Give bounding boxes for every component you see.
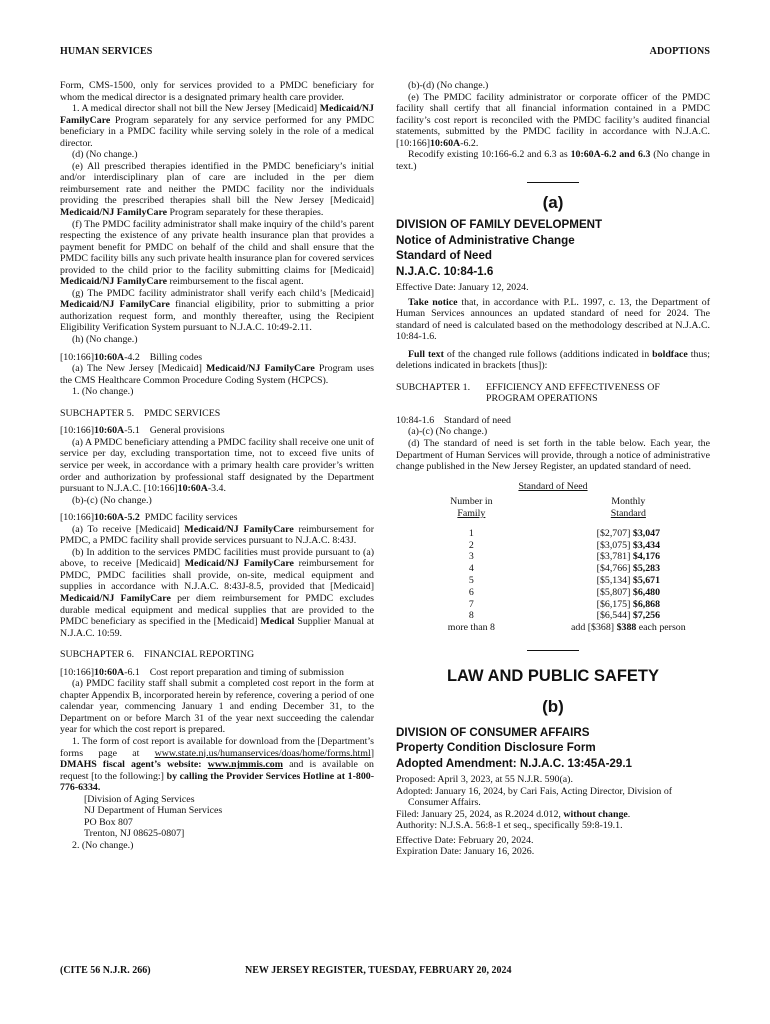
paragraph: (g) The PMDC facility administrator shall verify each child’s [Medicaid] Medicaid/NJ FamilyCare financial eligibility, prior to submitting a prior authorization request form, and monthly thereafter, using the Recipient Eligibility Verification System pursuant to N.J.A.C. 10:49-2.11. (60, 287, 374, 334)
paragraph: (d) (No change.) (72, 149, 138, 161)
rule-subject: Property Condition Disclosure Form (396, 741, 596, 755)
paragraph: (f) The PMDC facility administrator shall make inquiry of the child’s parent respecting the existence of any private health insurance plan that provides a payment benefit for PMDC on behalf of the child and shall ensure that the PMDC facility bills any such private health insurance plan for covered services provided to the child prior to the facility submitting claims for [Medicaid] Medicaid/NJ FamilyCare reimbursement to the fiscal agent. (60, 218, 374, 288)
paragraph: (d) The standard of need is set forth in the table below. Each year, the Department of Human Services will provide, through a notice of administrative change published in the New Jersey Register, an updated standard of need. (396, 438, 710, 473)
paragraph: (h) (No change.) (72, 334, 138, 346)
notice-citation: N.J.A.C. 10:84-1.6 (396, 264, 494, 278)
paragraph: 2. (No change.) (72, 839, 134, 851)
address-line: Trenton, NJ 08625-0807] (84, 828, 185, 840)
address-line: PO Box 807 (84, 816, 133, 828)
section-heading: [10:166]10:60A-6.1 Cost report preparation and timing of submission (60, 666, 344, 678)
forms-page-link[interactable]: www.state.nj.us/humanservices/doas/home/forms.html (154, 747, 371, 759)
expiration-date: Expiration Date: January 16, 2026. (396, 846, 535, 858)
njmmis-link[interactable]: www.njmmis.com (207, 759, 283, 771)
effective-date: Effective Date: February 20, 2024. (396, 834, 534, 846)
table-row: 7 [$6,175] $6,868 (468, 598, 661, 610)
subchapter-heading: SUBCHAPTER 6. FINANCIAL REPORTING (60, 649, 255, 661)
section-heading: [10:166]10:60A-5.2 PMDC facility services (60, 512, 238, 524)
paragraph: Form, CMS-1500, only for services provided to a PMDC beneficiary for whom the medical director is a designated primary health care provider. (60, 80, 374, 103)
paragraph: (b) In addition to the services PMDC facilities must provide pursuant to (a) above, to receive [Medicaid] Medicaid/NJ FamilyCare reimbursement for PMDC, PMDC facilities shall provide, on-site, medical equipment and supplies in accordance with N.J.A.C. 8:43J-8.5, provided that [Medicaid] Medicaid/NJ FamilyCare per diem reimbursement for PMDC excludes durable medical equipment and medical supplies that are provided to the PMDC beneficiary as specified in the [Medicaid] Medical Supplier Manual at N.J.A.C. 10:59. (60, 546, 374, 639)
paragraph: (e) All prescribed therapies identified in the PMDC beneficiary’s initial and/or interdisciplinary plan of care are included in the per diem reimbursement rate and neither the PMDC facility nor the individuals providing the prescribed therapies shall bill the New Jersey [Medicaid] Medicaid/NJ FamilyCare Program separately for these therapies. (60, 160, 374, 219)
agency-title: DIVISION OF FAMILY DEVELOPMENT (396, 218, 603, 232)
table-row: 5 [$5,134] $5,671 (468, 574, 661, 586)
rule-citation: Adopted Amendment: N.J.A.C. 13:45A-29.1 (396, 756, 632, 770)
table-row: 3 [$3,781] $4,176 (468, 551, 661, 563)
left-column (60, 80, 374, 851)
section-heading: [10:166]10:60A-5.1 General provisions (60, 425, 225, 437)
notice-type: Notice of Administrative Change (396, 233, 575, 247)
paragraph: (a) PMDC facility staff shall submit a completed cost report in the form at chapter Appendix B, incorporated herein by reference, covering a period of one calendar year, commencing January 1 and ending December 31, to the Department on or before March 31 of the year next succeeding the calendar year for which the cost report is prepared. (60, 678, 374, 736)
paragraph: (b)-(c) (No change.) (72, 494, 152, 506)
paragraph: (b)-(d) (No change.) (408, 80, 489, 91)
publication-line: NEW JERSEY REGISTER, TUESDAY, FEBRUARY 20, 2024 (245, 965, 512, 976)
paragraph: (a) The New Jersey [Medicaid] Medicaid/NJ FamilyCare Program uses the CMS Healthcare Common Procedure Coding System (HCPCS). (60, 363, 374, 386)
paragraph: Recodify existing 10:166-6.2 and 6.3 as 10:60A-6.2 and 6.3 (No change in text.) (396, 149, 710, 172)
section-heading: [10:166]10:60A-4.2 Billing codes (60, 351, 203, 363)
standard-of-need-table (396, 496, 710, 634)
section-divider (527, 182, 579, 183)
department-title: LAW AND PUBLIC SAFETY (446, 666, 660, 685)
paragraph: (e) The PMDC facility administrator or corporate officer of the PMDC facility shall certify that all financial information contained in a PMDC facility’s cost report is reconciled with the PMDC facility’s audited financial statements, submitted by the PMDC facility in accordance with N.J.A.C. [10:166]10:60A-6.2. (396, 91, 710, 149)
paragraph: (a) To receive [Medicaid] Medicaid/NJ FamilyCare reimbursement for PMDC, a PMDC facility shall provide services pursuant to N.J.A.C. 8:43J. (60, 523, 375, 547)
paragraph: Full text of the changed rule follows (additions indicated in boldface thus; deletions indicated in brackets [thus]): (396, 348, 710, 372)
page-cite: (CITE 56 N.J.R. 266) (60, 965, 151, 976)
mailing-address (60, 794, 374, 840)
adopted-line: Adopted: January 16, 2024, by Cari Fais, Acting Director, Division of Consumer Affairs. (396, 785, 673, 809)
notice-letter: (a) (542, 193, 564, 213)
table-row: more than 8 add [$368] $388 each person (447, 622, 686, 634)
paragraph: 1. (No change.) (72, 386, 134, 398)
table-row: 8 [$6,544] $7,256 (468, 610, 661, 622)
column-header: Number in Family (450, 496, 493, 519)
section-divider (527, 650, 579, 651)
proposed-line: Proposed: April 3, 2023, at 55 N.J.R. 590(a). (396, 774, 573, 786)
agency-title: DIVISION OF CONSUMER AFFAIRS (396, 725, 590, 739)
section-heading: 10:84-1.6 Standard of need (396, 414, 511, 426)
column-header: Monthly Standard (610, 496, 646, 519)
effective-date: Effective Date: January 12, 2024. (396, 282, 529, 293)
table-row: 2 [$3,075] $3,434 (468, 539, 661, 551)
table-header-row (396, 496, 710, 520)
address-line: NJ Department of Human Services (84, 805, 223, 817)
paragraph: 1. A medical director shall not bill the New Jersey [Medicaid] Medicaid/NJ FamilyCare Program separately for any service performed for any PMDC beneficiary in a PMDC facility while serving solely in the role of a medical director. (60, 103, 374, 149)
table-row: 6 [$5,807] $6,480 (468, 586, 661, 598)
paragraph: (a) A PMDC beneficiary attending a PMDC facility shall receive one unit of service per day, excluding transportation time, not to exceed five units of service per week, in accordance with a primary health care provider’s written order and authorization by professional staff designated by the Department pursuant to N.J.A.C. [10:166]10:60A-3.4. (60, 436, 374, 495)
paragraph: 1. The form of cost report is available for download from the [Department’s forms page at www.state.nj.us/humanservices/doas/home/forms.html] DMAHS fiscal agent’s website: www.njmmis.com and is available on request [to the following:] by calling the Provider Services Hotline at 1-800-776-6334. (60, 735, 374, 794)
running-header-section: HUMAN SERVICES (60, 46, 153, 57)
table-title: Standard of Need (518, 480, 588, 492)
table-row: 4 [$4,766] $5,283 (468, 563, 661, 575)
filed-line: Filed: January 25, 2024, as R.2024 d.012, without change. (396, 808, 631, 820)
notice-subject: Standard of Need (396, 249, 492, 263)
notice-letter: (b) (542, 696, 564, 716)
subchapter-heading: SUBCHAPTER 1. EFFICIENCY AND EFFECTIVENESS OF PROGRAM OPERATIONS (396, 381, 660, 405)
running-header-topic: ADOPTIONS (649, 46, 710, 57)
right-column (396, 80, 710, 858)
address-line: [Division of Aging Services (84, 793, 195, 805)
subchapter-heading: SUBCHAPTER 5. PMDC SERVICES (60, 407, 221, 419)
authority-line: Authority: N.J.S.A. 56:8-1 et seq., specifically 59:8-19.1. (396, 820, 623, 832)
table-row: 1 [$2,707] $3,047 (468, 527, 661, 539)
paragraph: Take notice that, in accordance with P.L. 1997, c. 13, the Department of Human Services announces an updated standard of need for 2024. The standard of need is calculated based on the methodology described at N.J.A.C. 10:84-1.6. (396, 296, 710, 343)
paragraph: (a)-(c) (No change.) (408, 426, 488, 438)
